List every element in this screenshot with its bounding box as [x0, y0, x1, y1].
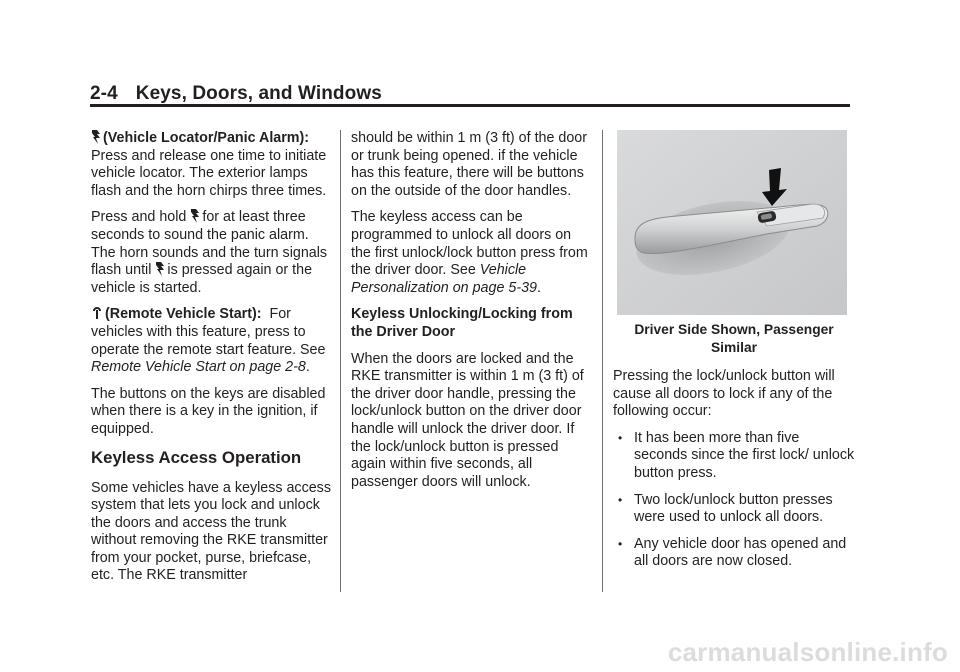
driver-door-paragraph: When the doors are locked and the RKE transmitter is within 1 m (3 ft) of the driver door handle, pressing the lock/unlock button on the driver door handle will unlock the driver door. If the lock/unlock button is pressed again within five seconds, all passenger doors will unlock. — [351, 350, 584, 490]
section-title: Keys, Doors, and Windows — [135, 83, 382, 104]
keyless-access-heading: Keyless Access Operation — [91, 447, 302, 467]
column-2 — [351, 130, 593, 500]
remote-start-body: For vehicles with this feature, press to operate the remote start feature. See — [91, 306, 326, 358]
vehicle-locator-icon — [91, 130, 101, 144]
vehicle-locator-icon — [155, 262, 165, 276]
list-item — [613, 430, 855, 483]
locator-paragraph — [91, 130, 333, 200]
page-header — [90, 83, 382, 105]
door-handle-photo — [617, 130, 847, 315]
header-rule — [90, 104, 850, 107]
list-item-text: Two lock/unlock button presses were used to unlock all doors. — [634, 491, 833, 526]
panic-paragraph — [91, 209, 333, 297]
driver-door-subheading: Keyless Unlocking/Locking from the Driver Door — [351, 306, 573, 340]
program-text: The keyless access can be programmed to unlock all doors on the first unlock/lock button press from the driver door. See — [351, 209, 588, 279]
program-paragraph — [351, 209, 593, 297]
bullet-icon: • — [618, 430, 623, 445]
image-caption: Driver Side Shown, Passenger Similar — [634, 322, 834, 355]
lock-intro-paragraph: Pressing the lock/unlock button will cause all doors to lock if any of the following occur: — [613, 368, 835, 420]
bullet-icon: • — [618, 492, 623, 507]
column-3 — [613, 130, 855, 580]
column-divider-1 — [340, 130, 341, 592]
remote-start-title: (Remote Vehicle Start): — [105, 306, 262, 323]
locator-title: (Vehicle Locator/Panic Alarm): — [103, 130, 310, 146]
remote-start-link[interactable]: Remote Vehicle Start on page 2-8 — [91, 359, 306, 376]
continued-paragraph: should be within 1 m (3 ft) of the door or trunk being opened. if the vehicle has this feature, there will be buttons on the outside of the door handles. — [351, 130, 588, 199]
page-number: 2-4 — [90, 83, 118, 104]
vehicle-locator-icon — [190, 209, 200, 223]
vehicle-personalization-link[interactable]: Vehicle Personalization on page 5-39 — [351, 262, 537, 296]
list-item — [613, 492, 855, 527]
remote-start-end: . — [305, 359, 310, 376]
watermark: carmanualsonline.info — [667, 637, 948, 667]
list-item — [613, 536, 855, 571]
locator-body: Press and release one time to initiate vehicle locator. The exterior lamps flash and the horn chirps three times. — [91, 147, 327, 199]
keyless-paragraph: Some vehicles have a keyless access system that lets you lock and unlock the doors and access the trunk without removing the RKE transmitter from your pocket, purse, briefcase, etc. The RKE transmitter — [91, 479, 331, 584]
panic-text-b: for at least three seconds to sound the panic alarm. The horn sounds and the turn signals flash until — [91, 209, 328, 279]
column-divider-2 — [602, 130, 603, 592]
remote-start-paragraph — [91, 306, 333, 376]
buttons-paragraph: The buttons on the keys are disabled when there is a key in the ignition, if equipped. — [91, 385, 326, 437]
program-end: . — [537, 279, 541, 296]
panic-text-a: Press and hold — [91, 209, 187, 226]
list-item-text: Any vehicle door has opened and all doors are now closed. — [634, 535, 847, 570]
bullet-icon: • — [618, 536, 623, 551]
panic-text-c: is pressed again or the vehicle is started. — [91, 262, 313, 296]
list-item-text: It has been more than five seconds since the first lock/ unlock button press. — [634, 429, 855, 481]
column-1 — [91, 130, 333, 594]
lock-conditions-list — [613, 430, 855, 571]
remote-start-icon — [91, 306, 103, 320]
